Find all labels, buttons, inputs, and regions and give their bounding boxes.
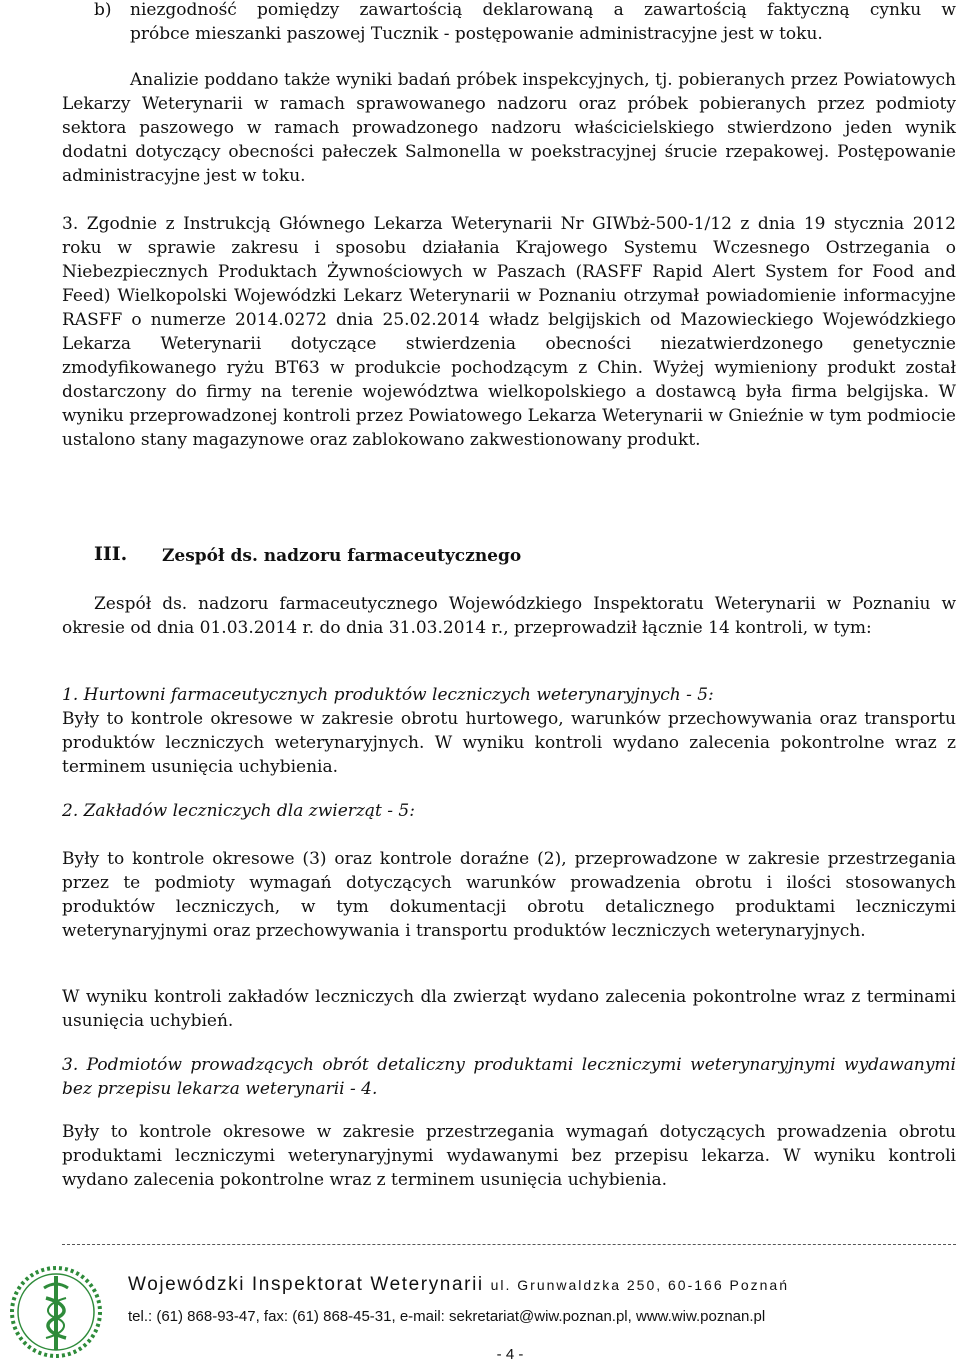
team-intro-paragraph: Zespół ds. nadzoru farmaceutycznego Wojewódzkiego Inspektoratu Weterynarii w Poznaniu w okresie od dnia 01.03.2014 r. do dnia 31.03.2014 r., przeprowadził łącznie 14 kontroli, w tym: bbox=[62, 594, 956, 638]
footer-divider bbox=[62, 1244, 956, 1245]
section3-title: Zespół ds. nadzoru farmaceutycznego bbox=[162, 546, 522, 566]
sub3-text: Były to kontrole okresowe w zakresie przestrzegania wymagań dotyczących prowadzenia obrotu produktami leczniczymi weterynaryjnymi wydawanymi bez przepisu lekarza. W wyniku kontroli wydano zalecenia pokontrolne wraz z terminem usunięcia uchybienia. bbox=[62, 1122, 956, 1190]
page-number: - 4 - bbox=[496, 1346, 524, 1363]
sub2-text2: W wyniku kontroli zakładów leczniczych dla zwierząt wydano zalecenia pokontrolne wraz z terminami usunięcia uchybień. bbox=[62, 987, 956, 1031]
item-b-line2: próbce mieszanki paszowej Tucznik - postępowanie administracyjne jest w toku. bbox=[130, 24, 823, 44]
footer-institution bbox=[128, 1274, 789, 1296]
point3-paragraph bbox=[62, 212, 956, 452]
footer-institution-name: Wojewódzki Inspektorat Weterynarii bbox=[128, 1274, 484, 1295]
point3-number: 3. bbox=[62, 214, 79, 234]
footer-contact: tel.: (61) 868-93-47, fax: (61) 868-45-31, e-mail: sekretariat@wiw.poznan.pl, www.wiw.poznan.pl bbox=[128, 1308, 766, 1325]
item-b-marker: b) bbox=[94, 0, 112, 20]
sub1-text: Były to kontrole okresowe w zakresie obrotu hurtowego, warunków przechowywania oraz transportu produktów leczniczych weterynaryjnych. W wyniku kontroli wydano zalecenia pokontrolne wraz z terminem usunięcia uchybienia. bbox=[62, 709, 956, 777]
item-b-line1: niezgodność pomiędzy zawartością deklarowaną a zawartością faktyczną cynku w bbox=[130, 0, 956, 20]
sub1-heading: 1. Hurtowni farmaceutycznych produktów leczniczych weterynaryjnych - 5: bbox=[62, 685, 714, 705]
point3-text: Zgodnie z Instrukcją Głównego Lekarza Weterynarii Nr GIWbż-500-1/12 z dnia 19 stycznia 2012 roku w sprawie zakresu i sposobu działania Krajowego Systemu Wczesnego Ostrzegania o Niebezpiecznych Produktach Żywnościowych w Paszach (RASFF Rapid Alert System for Food and Feed) Wielkopolski Wojewódzki Lekarz Weterynarii w Poznaniu otrzymał powiadomienie informacyjne RASFF o numerze 2014.0272 dnia 25.02.2014 władz belgijskich od Mazowieckiego Wojewódzkiego Lekarza Weterynarii dotyczące stwierdzenia obecności niezatwierdzonego genetycznie zmodyfikowanego ryżu BT63 w produkcie pochodzącym z Chin. Wyżej wymieniony produkt został dostarczony do firmy na terenie województwa wielkopolskiego a dostawcą była firma belgijska. W wyniku przeprowadzonej kontroli przez Powiatowego Lekarza Weterynarii w Gnieźnie w tym podmiocie ustalono stany magazynowe oraz zablokowano zakwestionowany produkt. bbox=[62, 214, 956, 450]
sub2-text1: Były to kontrole okresowe (3) oraz kontrole doraźne (2), przeprowadzone w zakresie przestrzegania przez te podmioty wymagań dotyczących warunków prowadzenia obrotu i ilości stosowanych produktów leczniczych, w tym dokumentacji obrotu detalicznego produktami leczniczymi weterynaryjnymi oraz przechowywania i transportu produktów leczniczych weterynaryjnych. bbox=[62, 849, 956, 941]
sub2-heading: 2. Zakładów leczniczych dla zwierząt - 5: bbox=[62, 801, 415, 821]
sub3-heading: 3. Podmiotów prowadzących obrót detaliczny produktami leczniczymi weterynaryjnymi wydawanymi bez przepisu lekarza weterynarii - 4. bbox=[62, 1055, 956, 1099]
footer-address: ul. Grunwaldzka 250, 60-166 Poznań bbox=[490, 1277, 789, 1293]
section3-numeral: III. bbox=[94, 543, 128, 565]
analysis-paragraph: Analizie poddano także wyniki badań próbek inspekcyjnych, tj. pobieranych przez Powiatowych Lekarzy Weterynarii w ramach sprawowanego nadzoru oraz próbek pobieranych przez podmioty sektora paszowego w ramach prowadzonego nadzoru właścicielskiego stwierdzono jeden wynik dodatni dotyczący obecności pałeczek Salmonella w poekstracyjnej śrucie rzepakowej. Postępowanie administracyjne jest w toku. bbox=[62, 70, 956, 186]
